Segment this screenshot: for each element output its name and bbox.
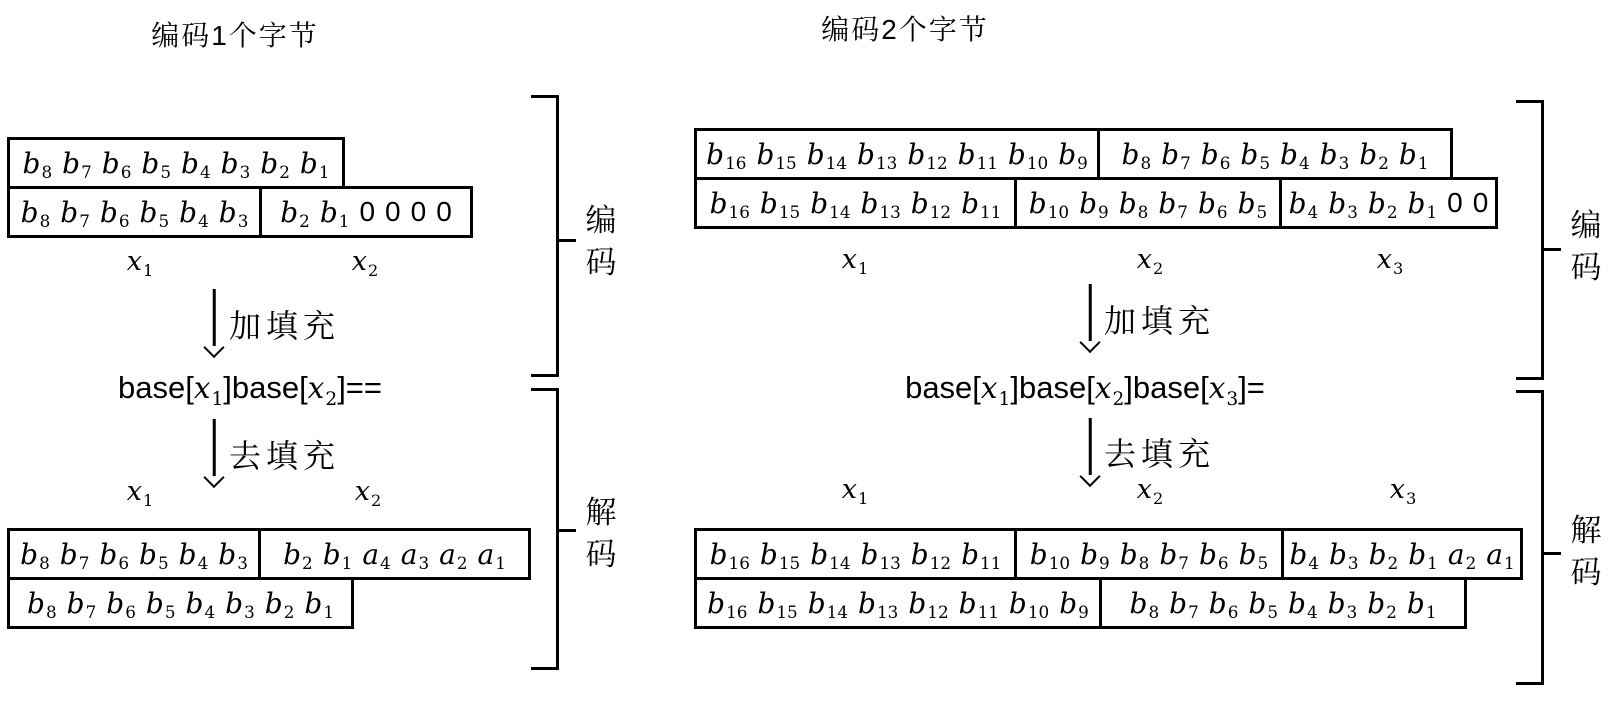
left-encode-x1-label: $x_1$ xyxy=(126,246,154,280)
left-encode-brace xyxy=(531,95,577,377)
right-decode-group1-box: $b_{16}$ $b_{15}$ $b_{14}$ $b_{13}$ $b_{12}$ $b_{11}$ xyxy=(694,528,1017,580)
right-decode-output-byte2-box: $b_8$ $b_7$ $b_6$ $b_5$ $b_4$ $b_3$ $b_2$ $b_1$ xyxy=(1099,577,1467,629)
left-decode-brace xyxy=(531,388,577,670)
right-encode-group1-box: $b_{16}$ $b_{15}$ $b_{14}$ $b_{13}$ $b_{12}$ $b_{11}$ xyxy=(694,177,1017,229)
right-decode-brace-label: 解码 xyxy=(1570,513,1602,590)
right-encode-source-byte2-box: $b_8$ $b_7$ $b_6$ $b_5$ $b_4$ $b_3$ $b_2$ $b_1$ xyxy=(1097,128,1453,180)
right-add-padding-label: 加填充 xyxy=(1104,303,1216,339)
right-decode-x1-label: $x_1$ xyxy=(841,474,869,508)
left-encode-x2-label: $x_2$ xyxy=(351,246,379,280)
left-encode-group1-box: $b_8$ $b_7$ $b_6$ $b_5$ $b_4$ $b_3$ xyxy=(7,186,262,238)
left-encode-group2-box: $b_2$ $b_1$ 0 0 0 0 xyxy=(259,186,473,238)
right-decode-group3-box: $b_4$ $b_3$ $b_2$ $b_1$ $a_2$ $a_1$ xyxy=(1281,528,1523,580)
right-encode-x1-label: $x_1$ xyxy=(841,244,869,278)
right-title: 编码2个字节 xyxy=(821,14,989,45)
left-base64-output: $base[x_1]base[x_2]==$ xyxy=(117,370,383,410)
down-arrow-icon xyxy=(205,289,223,357)
right-encode-x2-label: $x_2$ xyxy=(1136,244,1164,278)
right-encode-group2-box: $b_{10}$ $b_9$ $b_8$ $b_7$ $b_6$ $b_5$ xyxy=(1014,177,1282,229)
right-decode-group2-box: $b_{10}$ $b_9$ $b_8$ $b_7$ $b_6$ $b_5$ xyxy=(1014,528,1284,580)
right-remove-padding-label: 去填充 xyxy=(1104,436,1216,472)
left-encode-source-byte-box: $b_8$ $b_7$ $b_6$ $b_5$ $b_4$ $b_3$ $b_2$ $b_1$ xyxy=(7,137,345,189)
right-encode-brace xyxy=(1516,100,1562,380)
right-base64-output: $base[x_1]base[x_2]base[x_3]=$ xyxy=(905,370,1265,410)
left-decode-group1-box: $b_8$ $b_7$ $b_6$ $b_5$ $b_4$ $b_3$ xyxy=(7,528,261,580)
left-decode-x2-label: $x_2$ xyxy=(354,476,382,510)
down-arrow-icon xyxy=(1081,284,1099,352)
right-decode-x2-label: $x_2$ xyxy=(1136,474,1164,508)
left-encode-brace-label: 编码 xyxy=(585,203,617,280)
right-decode-output-byte1-box: $b_{16}$ $b_{15}$ $b_{14}$ $b_{13}$ $b_{12}$ $b_{11}$ $b_{10}$ $b_9$ xyxy=(694,577,1102,629)
left-title: 编码1个字节 xyxy=(151,20,319,51)
left-decode-x1-label: $x_1$ xyxy=(126,476,154,510)
right-decode-brace xyxy=(1516,390,1562,685)
right-encode-x3-label: $x_3$ xyxy=(1376,244,1404,278)
down-arrow-icon xyxy=(205,419,223,487)
left-decode-brace-label: 解码 xyxy=(585,495,617,572)
left-decode-output-byte-box: $b_8$ $b_7$ $b_6$ $b_5$ $b_4$ $b_3$ $b_2$ $b_1$ xyxy=(7,577,354,629)
right-encode-source-byte1-box: $b_{16}$ $b_{15}$ $b_{14}$ $b_{13}$ $b_{12}$ $b_{11}$ $b_{10}$ $b_9$ xyxy=(694,128,1100,180)
left-add-padding-label: 加填充 xyxy=(229,308,341,344)
right-decode-x3-label: $x_3$ xyxy=(1389,474,1417,508)
left-decode-group2-box: $b_2$ $b_1$ $a_4$ $a_3$ $a_2$ $a_1$ xyxy=(258,528,531,580)
down-arrow-icon xyxy=(1081,418,1099,486)
right-encode-group3-box: $b_4$ $b_3$ $b_2$ $b_1$ 0 0 xyxy=(1279,177,1498,229)
left-remove-padding-label: 去填充 xyxy=(229,438,341,474)
right-encode-brace-label: 编码 xyxy=(1570,208,1602,285)
